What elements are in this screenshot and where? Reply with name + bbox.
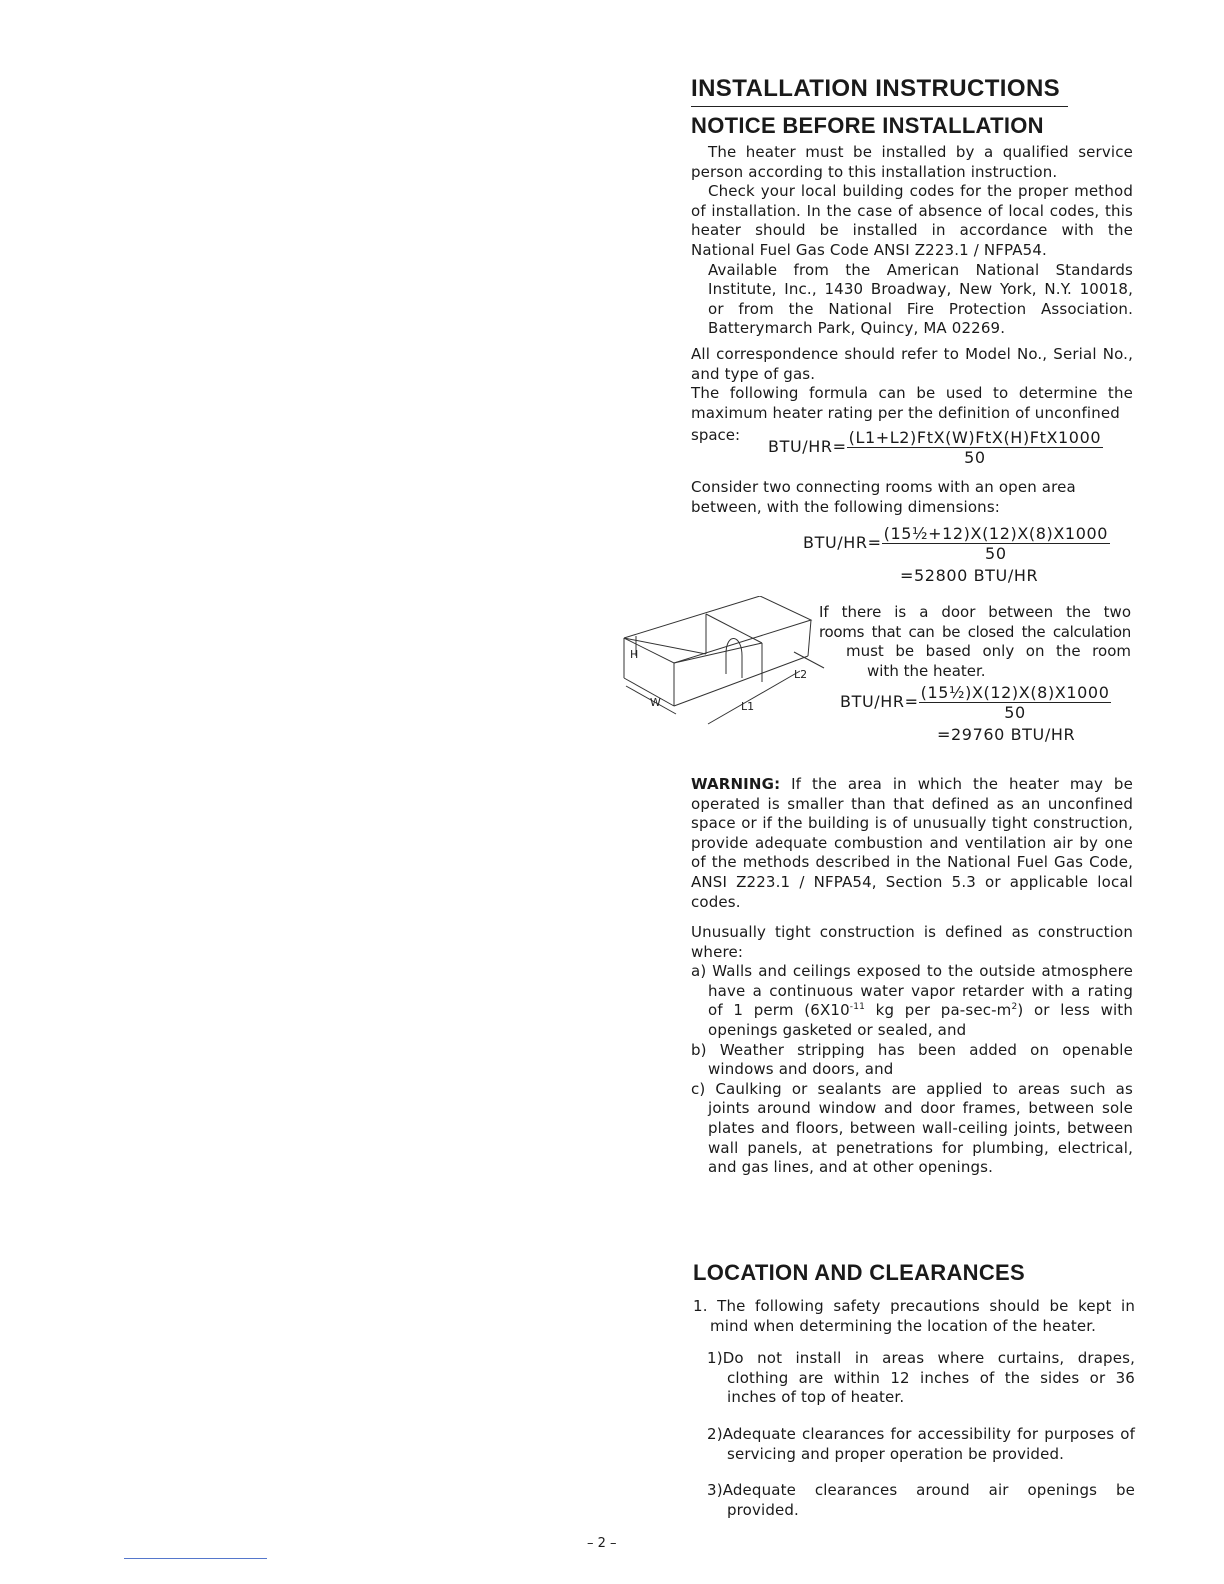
notice-paragraph-correspondence: All correspondence should refer to Model No., Serial No., and type of gas. (691, 344, 1133, 383)
notice-paragraph-qualified: The heater must be installed by a qualified service person according to this installation instruction. (691, 143, 1133, 181)
location-item-1: 1. The following safety precautions should be kept in mind when determining the location of the heater. (693, 1297, 1135, 1335)
door-note-line: rooms that can be closed the calculation (819, 622, 1131, 641)
notice-heading: NOTICE BEFORE INSTALLATION (691, 113, 1044, 138)
example-intro: Consider two connecting rooms with an open area between, with the following dimensions: (691, 478, 1076, 516)
location-sub-3: 3)Adequate clearances around air openings be provided. (707, 1481, 1135, 1519)
formula-result-open: =52800 BTU/HR (900, 566, 1039, 585)
door-note-line: must be based only on the room (846, 642, 1131, 661)
tight-intro: Unusually tight construction is defined as construction where: (691, 923, 1133, 961)
diagram-label-w: W (650, 696, 661, 709)
diagram-label-l2: L2 (794, 668, 808, 681)
formula-denominator: 50 (985, 544, 1007, 563)
rooms-diagram (618, 596, 836, 732)
formula-example-closed (840, 683, 1111, 722)
door-note-line: with the heater. (867, 661, 986, 680)
door-note-line: If there is a door between the two (819, 603, 1131, 621)
notice-paragraph-codes: Check your local building codes for the proper method of installation. In the case of absence of local codes, this heater should be installed in accordance with the National Fuel Gas Code ANSI Z223.1 / NFPA54. (691, 182, 1133, 259)
warning-label: WARNING: (691, 775, 781, 793)
formula-numerator: (15½)X(12)X(8)X1000 (920, 683, 1110, 702)
warning-text: If the area in which the heater may be operated is smaller than that defined as an unconfined space or if the building is of unusually tight construction, provide adequate combustion and ventilation air by one of the methods described in the National Fuel Gas Code, ANSI Z223.1 / NFPA54, Section 5.3 or applicable local codes. (691, 775, 1133, 911)
tight-item-c: c) Caulking or sealants are applied to areas such as joints around window and door frames, between sole plates and floors, between wall-ceiling joints, between wall panels, at penetrations for plumbing, electrical, and gas lines, and at other openings. (691, 1079, 1133, 1177)
door-note (819, 603, 1131, 681)
formula-numerator: (15½+12)X(12)X(8)X1000 (883, 524, 1109, 543)
page-number: – 2 – (587, 1536, 617, 1551)
tight-construction (691, 923, 1133, 1178)
location-section (693, 1297, 1135, 1520)
location-heading: LOCATION AND CLEARANCES (693, 1260, 1026, 1285)
notice-paragraph-availability: Available from the American National Standards Institute, Inc., 1430 Broadway, New York, N.Y. 10018, or from the National Fire Protection Association. Batterymarch Park, Quincy, MA 02269. (708, 260, 1133, 338)
warning-block (691, 775, 1133, 912)
tight-item-a: a) Walls and ceilings exposed to the outside atmosphere have a continuous water vapor retarder with a rating of 1 perm ($6X10^{-11}$ kg per $pa-\sec-m^2$) or less with openings gasketed or sealed, and (691, 962, 1133, 1039)
formula-denominator: 50 (964, 448, 986, 467)
location-sub-2: 2)Adequate clearances for accessibility for purposes of servicing and proper operation be provided. (707, 1424, 1135, 1463)
diagram-label-l1: L1 (741, 700, 755, 713)
footer-rule (124, 1558, 267, 1559)
formula-unconfined (768, 428, 1103, 467)
formula-lhs: BTU/HR= (768, 437, 847, 456)
location-sub-1: 1)Do not install in areas where curtains, drapes, clothing are within 12 inches of the sides or 36 inches of top of heater. (707, 1349, 1135, 1407)
tight-item-b: b) Weather stripping has been added on openable windows and doors, and (691, 1040, 1133, 1079)
space-label: space: (691, 426, 741, 444)
formula-lhs: BTU/HR= (840, 692, 919, 711)
formula-lhs: BTU/HR= (803, 533, 882, 552)
formula-result-closed: =29760 BTU/HR (937, 725, 1076, 744)
page-title: INSTALLATION INSTRUCTIONS (691, 72, 1068, 107)
notice-paragraph-formula-intro: The following formula can be used to determine the maximum heater rating per the definition of unconfined (691, 384, 1133, 422)
formula-example-open (803, 524, 1110, 563)
diagram-label-h: H (630, 648, 639, 661)
formula-denominator: 50 (1004, 703, 1026, 722)
notice-section (691, 143, 1133, 423)
formula-numerator: (L1+L2)FtX(W)FtX(H)FtX1000 (848, 428, 1102, 447)
